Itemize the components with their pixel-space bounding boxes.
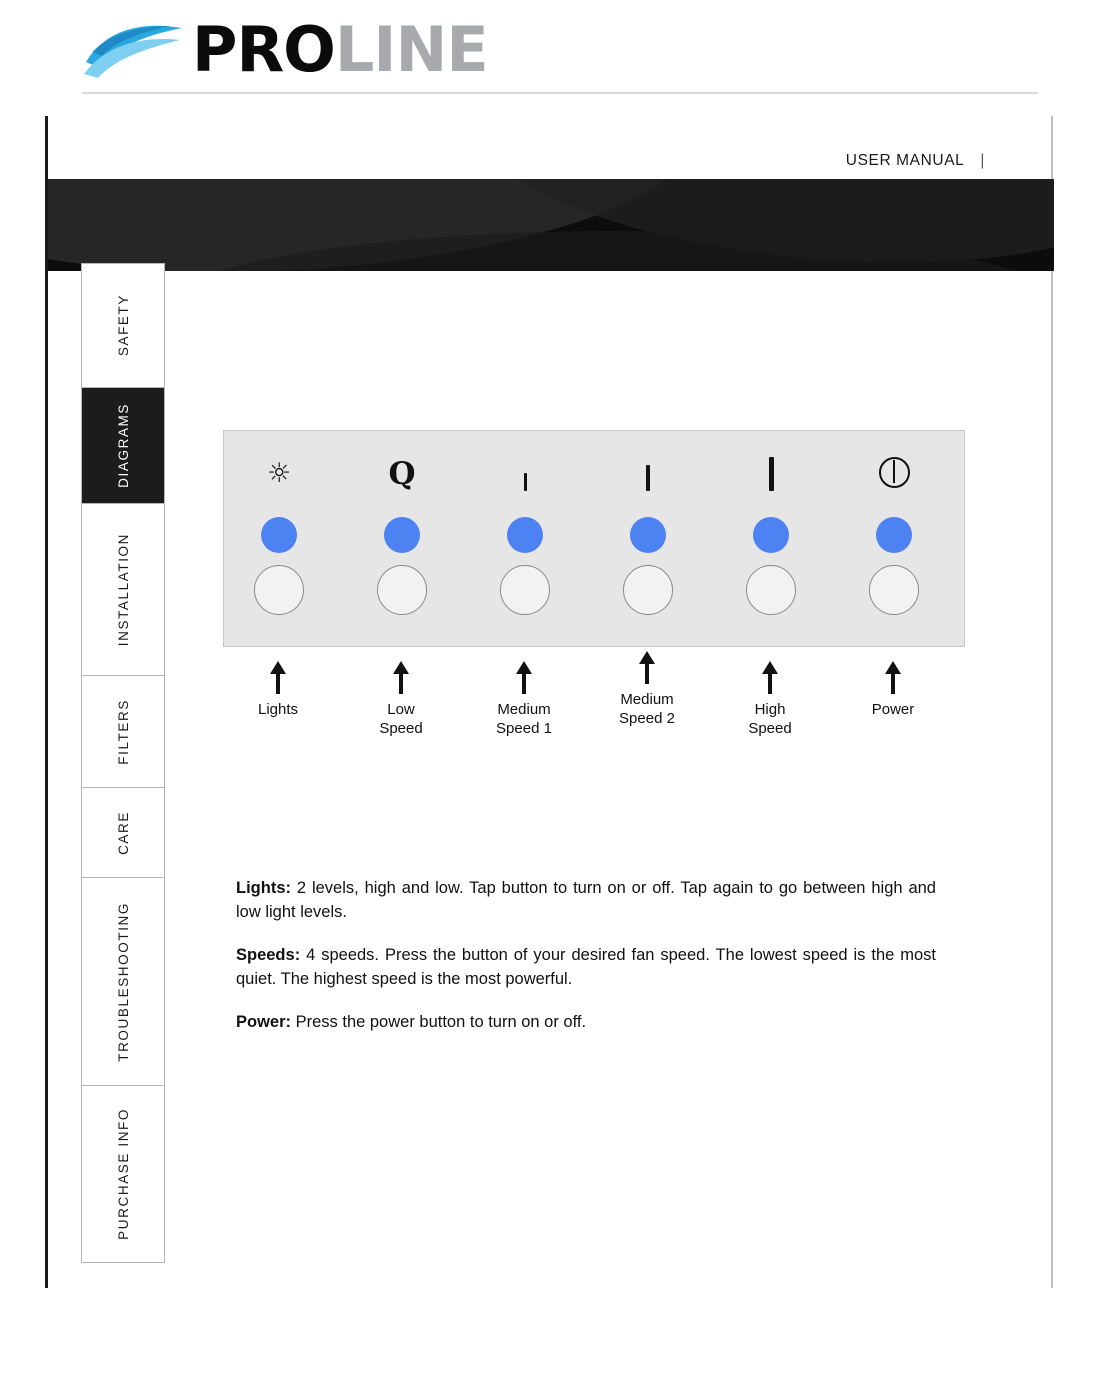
callout-label-line1: Lights	[257, 701, 299, 718]
callout-label	[705, 700, 835, 738]
sidebar-tab-installation[interactable]	[82, 504, 164, 676]
paragraph-text: 4 speeds. Press the button of your desired fan speed. The lowest speed is the most quiet. The highest speed is the most powerful.	[236, 946, 936, 988]
sidebar-tab-care[interactable]	[82, 788, 164, 878]
callout-label	[213, 700, 343, 719]
arrow-stem	[645, 664, 649, 684]
sidebar-tab-purchase-info[interactable]	[82, 1086, 164, 1262]
control-panel-diagram	[223, 430, 965, 647]
sidebar-tab-label: TROUBLESHOOTING	[115, 901, 131, 1062]
control-column-medium-speed-2	[593, 431, 703, 646]
user-manual-label	[846, 152, 985, 170]
page-header	[0, 0, 1098, 100]
callout-medium-speed-2	[582, 651, 712, 728]
sidebar-tab-label: PURCHASE INFO	[115, 1108, 131, 1240]
instruction-paragraph-power	[236, 1010, 936, 1034]
arrow-up-icon	[885, 661, 901, 674]
callout-label-line2: Speed 1	[496, 720, 552, 737]
arrow-up-icon	[762, 661, 778, 674]
paragraph-text: Press the power button to turn on or off.	[291, 1013, 587, 1031]
one-bar-icon	[470, 457, 580, 497]
brand-logo	[82, 14, 488, 86]
paragraph-heading: Power:	[236, 1013, 292, 1031]
arrow-stem	[768, 674, 772, 694]
indicator-led	[261, 517, 297, 553]
sidebar-tab-label: CARE	[115, 810, 131, 855]
sidebar-tab-troubleshooting[interactable]	[82, 878, 164, 1086]
callout-label-line2: Speed	[379, 720, 423, 737]
paragraph-heading: Lights:	[236, 879, 291, 897]
sidebar-tab-label: DIAGRAMS	[115, 403, 131, 488]
arrow-stem	[399, 674, 403, 694]
control-column-power	[839, 431, 949, 646]
arrow-stem	[276, 674, 280, 694]
manual-page	[45, 116, 1053, 1288]
section-banner	[48, 179, 1054, 271]
user-manual-separator: |	[980, 152, 985, 169]
brand-wordmark-pro: PRO	[192, 13, 335, 86]
wave-swoosh-icon	[82, 18, 186, 82]
callout-low-speed	[336, 661, 466, 738]
sidebar-tab-label: SAFETY	[115, 294, 131, 357]
panel-button-low-speed[interactable]	[377, 565, 427, 615]
indicator-led	[507, 517, 543, 553]
callout-label-line1: Medium	[497, 701, 551, 718]
indicator-led	[753, 517, 789, 553]
control-column-low-speed	[347, 431, 457, 646]
arrow-stem	[522, 674, 526, 694]
panel-button-medium-speed-2[interactable]	[623, 565, 673, 615]
paragraph-heading: Speeds:	[236, 946, 301, 964]
callout-label	[582, 690, 712, 728]
callout-label	[336, 700, 466, 738]
sidebar-tab-label: INSTALLATION	[115, 532, 131, 647]
callout-label-line2: Speed 2	[619, 710, 675, 727]
sidebar-tab-safety[interactable]	[82, 264, 164, 388]
callout-label	[828, 700, 958, 719]
medium-bar-icon	[593, 457, 703, 497]
quiet-q-icon: Q	[388, 456, 416, 492]
callout-label	[459, 700, 589, 738]
callout-lights	[213, 661, 343, 719]
instruction-paragraph-lights	[236, 876, 936, 924]
callout-label-line1: Power	[871, 701, 915, 718]
section-tabs	[81, 263, 165, 1263]
paragraph-text: 2 levels, high and low. Tap button to turn on or off. Tap again to go between high and low light levels.	[236, 879, 936, 921]
indicator-led	[876, 517, 912, 553]
arrow-up-icon	[516, 661, 532, 674]
panel-button-lights[interactable]	[254, 565, 304, 615]
arrow-up-icon	[270, 661, 286, 674]
callout-label-line2: Speed	[748, 720, 792, 737]
control-column-medium-speed-1	[470, 431, 580, 646]
panel-button-power[interactable]	[869, 565, 919, 615]
brand-wordmark	[192, 13, 488, 86]
power-icon	[839, 457, 949, 497]
brand-wordmark-line: LINE	[334, 13, 488, 86]
tall-bar-icon	[716, 457, 826, 497]
page-title: Control Panel	[191, 134, 552, 185]
indicator-led	[384, 517, 420, 553]
control-column-lights	[224, 431, 334, 646]
indicator-led	[630, 517, 666, 553]
panel-button-high-speed[interactable]	[746, 565, 796, 615]
arrow-stem	[891, 674, 895, 694]
sidebar-tab-label: FILTERS	[115, 698, 131, 765]
sun-brightness-icon: ☼	[266, 458, 292, 489]
sidebar-tab-filters[interactable]	[82, 676, 164, 788]
instruction-paragraph-speeds	[236, 943, 936, 991]
callout-label-line1: Low	[387, 701, 415, 718]
panel-button-medium-speed-1[interactable]	[500, 565, 550, 615]
callout-label-line1: Medium	[620, 691, 674, 708]
arrow-up-icon	[639, 651, 655, 664]
arrow-up-icon	[393, 661, 409, 674]
callout-high-speed	[705, 661, 835, 738]
header-divider	[82, 92, 1038, 94]
instructions-text	[236, 876, 936, 1053]
callout-label-line1: High	[754, 701, 786, 718]
callout-medium-speed-1	[459, 661, 589, 738]
control-column-high-speed	[716, 431, 826, 646]
sidebar-tab-diagrams[interactable]	[82, 388, 164, 504]
user-manual-text: USER MANUAL	[845, 152, 965, 169]
callout-power	[828, 661, 958, 719]
